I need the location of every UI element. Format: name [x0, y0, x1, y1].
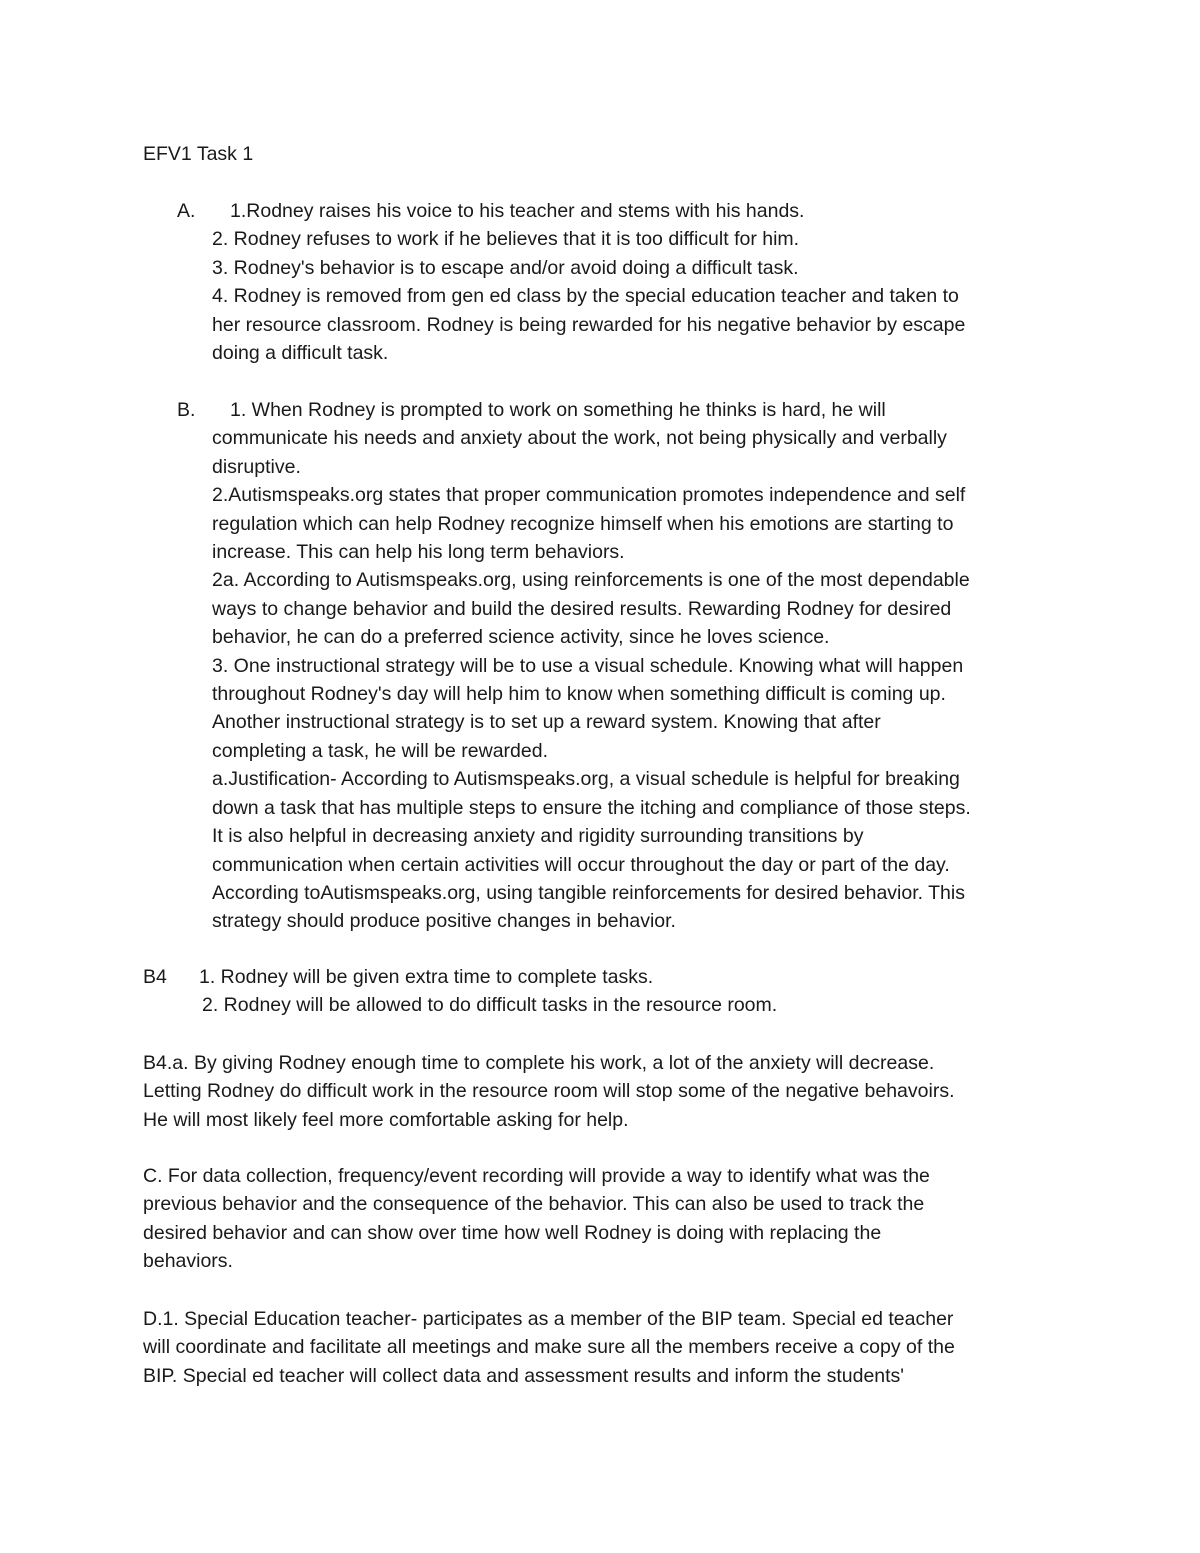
section-b-marker: B. [177, 399, 196, 421]
section-a-line: 4. Rodney is removed from gen ed class by the special education teacher and taken to [212, 285, 959, 308]
section-b-line: 3. One instructional strategy will be to use a visual schedule. Knowing what will happen [212, 654, 964, 677]
section-b-line: Another instructional strategy is to set up a reward system. Knowing that after [212, 711, 881, 734]
section-b-line: a.Justification- According to Autismspeaks.org, a visual schedule is helpful for breaking [212, 768, 960, 791]
section-c-line: previous behavior and the consequence of the behavior. This can also be used to track the [143, 1193, 925, 1216]
section-b-line: It is also helpful in decreasing anxiety and rigidity surrounding transitions by [212, 825, 864, 848]
section-a-line: 2. Rodney refuses to work if he believes that it is too difficult for him. [212, 228, 800, 251]
section-a-line: her resource classroom. Rodney is being rewarded for his negative behavior by escape [212, 313, 966, 336]
section-b-line: increase. This can help his long term behaviors. [212, 541, 625, 564]
section-c [143, 1162, 1063, 1276]
section-b-line: 1. When Rodney is prompted to work on something he thinks is hard, he will [230, 399, 886, 421]
section-b-line: throughout Rodney's day will help him to know when something difficult is coming up. [212, 683, 946, 706]
section-b4a [143, 1049, 1063, 1134]
section-a-line: 3. Rodney's behavior is to escape and/or avoid doing a difficult task. [212, 256, 799, 279]
section-b-line: communicate his needs and anxiety about the work, not being physically and verbally [212, 427, 947, 450]
section-b4-line: 2. Rodney will be allowed to do difficult tasks in the resource room. [202, 994, 778, 1017]
section-b-line: regulation which can help Rodney recognize himself when his emotions are starting to [212, 512, 954, 535]
section-a-line: doing a difficult task. [212, 342, 389, 365]
section-d-line: will coordinate and facilitate all meetings and make sure all the members receive a copy of the [143, 1336, 955, 1359]
section-b4-marker: B4 [143, 966, 167, 988]
section-b-line: 2.Autismspeaks.org states that proper communication promotes independence and self [212, 484, 966, 507]
document-title: EFV1 Task 1 [143, 143, 254, 165]
section-b-line: behavior, he can do a preferred science activity, since he loves science. [212, 626, 830, 649]
section-b4-line: 1. Rodney will be given extra time to complete tasks. [199, 966, 654, 988]
section-b4a-line: He will most likely feel more comfortable asking for help. [143, 1108, 629, 1131]
section-b4a-line: Letting Rodney do difficult work in the resource room will stop some of the negative behavoirs. [143, 1080, 955, 1103]
section-b-line: According toAutismspeaks.org, using tangible reinforcements for desired behavior. This [212, 881, 965, 904]
section-a-marker: A. [177, 200, 196, 222]
section-b4a-line: B4.a. By giving Rodney enough time to complete his work, a lot of the anxiety will decrease. [143, 1052, 935, 1074]
section-c-line: C. For data collection, frequency/event recording will provide a way to identify what was the [143, 1165, 930, 1187]
section-c-line: desired behavior and can show over time how well Rodney is doing with replacing the [143, 1221, 882, 1244]
section-d [143, 1305, 1063, 1390]
section-b-line: 2a. According to Autismspeaks.org, using reinforcements is one of the most dependable [212, 569, 970, 592]
section-b-line: strategy should produce positive changes in behavior. [212, 910, 676, 933]
section-b-line: ways to change behavior and build the desired results. Rewarding Rodney for desired [212, 597, 952, 620]
section-a-lines [212, 197, 1072, 367]
section-d-line: BIP. Special ed teacher will collect data and assessment results and inform the students' [143, 1364, 905, 1387]
section-b-line: down a task that has multiple steps to ensure the itching and compliance of those steps. [212, 796, 971, 819]
section-b-line: disruptive. [212, 455, 301, 478]
section-d-line: D.1. Special Education teacher- participates as a member of the BIP team. Special ed teacher [143, 1308, 954, 1330]
section-c-line: behaviors. [143, 1250, 233, 1273]
section-b-line: completing a task, he will be rewarded. [212, 739, 549, 762]
section-b-lines [212, 396, 1072, 936]
section-b-line: communication when certain activities will occur throughout the day or part of the day. [212, 853, 950, 876]
section-a-line: 1.Rodney raises his voice to his teacher and stems with his hands. [230, 200, 805, 222]
